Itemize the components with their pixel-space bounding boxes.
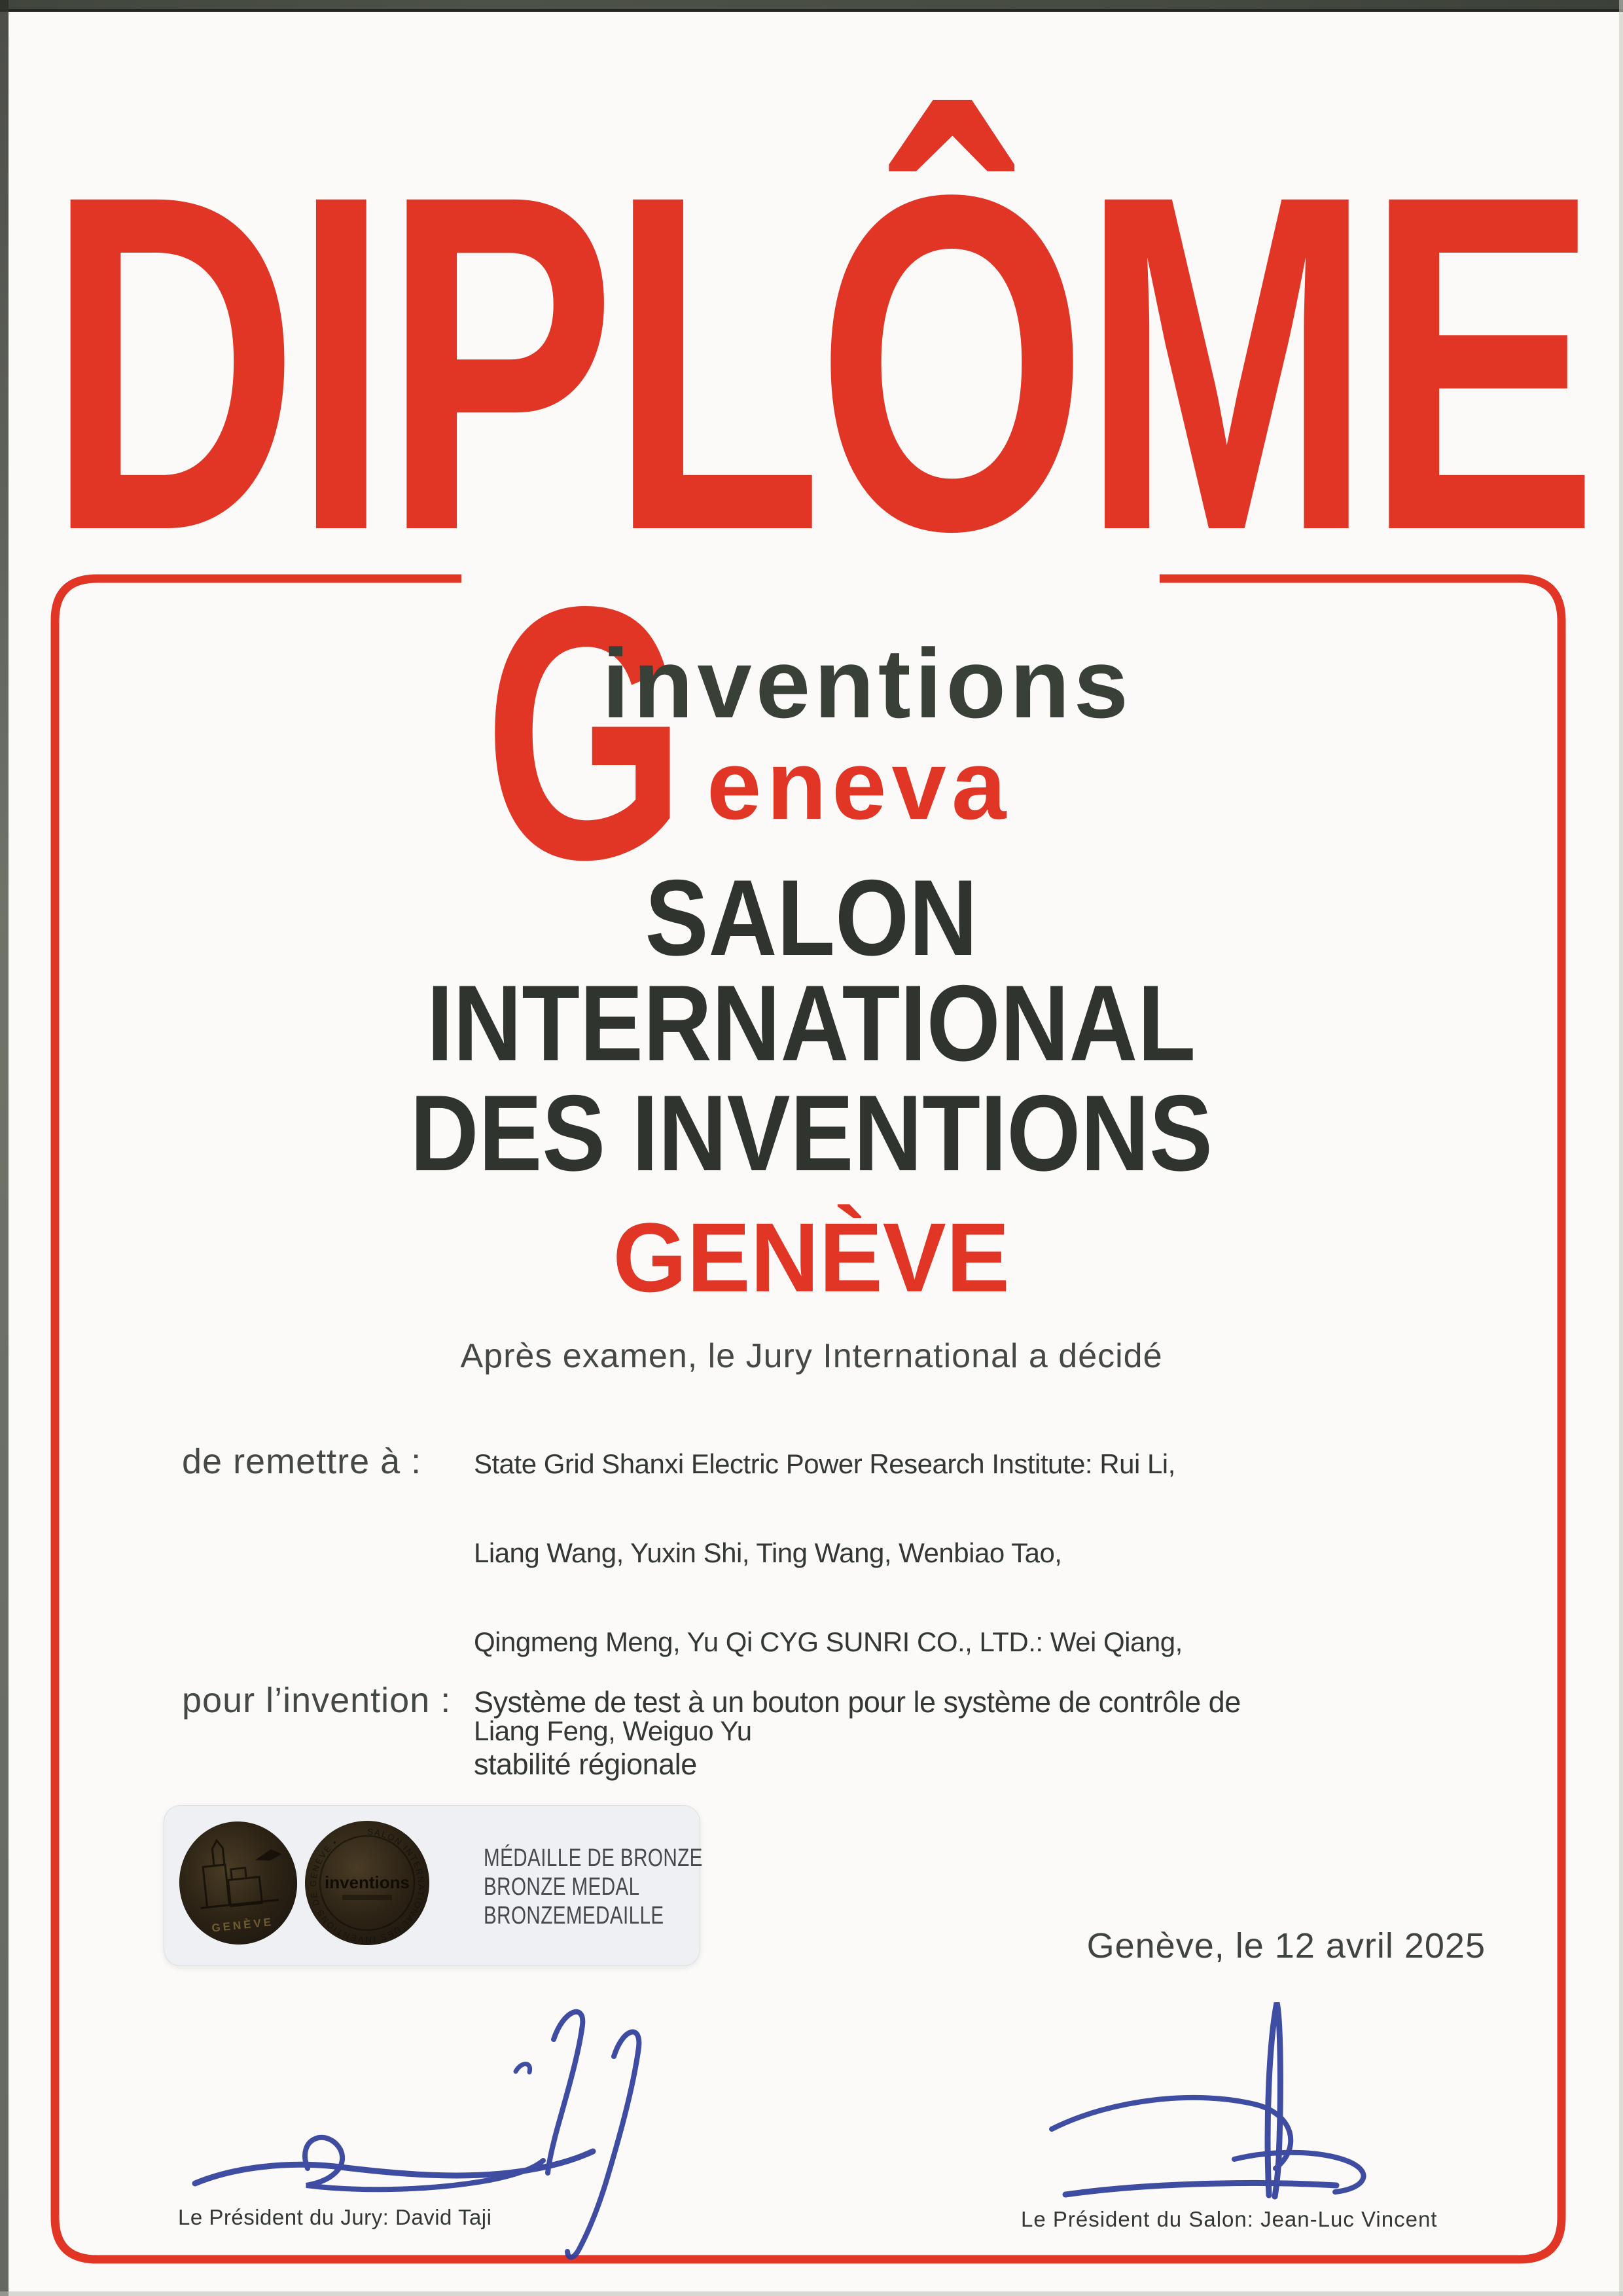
heading-city: GENÈVE: [613, 1202, 1010, 1312]
salon-president-label: Le Président du Salon: Jean-Luc Vincent: [1021, 2207, 1438, 2231]
heading-salon: SALON: [645, 857, 978, 978]
jury-president-label: Le Président du Jury: David Taji: [178, 2205, 492, 2229]
recipient-line: Liang Wang, Yuxin Shi, Ting Wang, Wenbiao Tao,: [474, 1537, 1062, 1568]
certificate-title: DIPLÔME: [47, 96, 1592, 630]
heading-international: INTERNATIONAL: [427, 963, 1196, 1083]
invention-label: pour l’invention :: [182, 1681, 452, 1720]
jury-statement: Après examen, le Jury International a décidé: [460, 1337, 1163, 1375]
invention-line: Système de test à un bouton pour le système de contrôle de: [474, 1685, 1241, 1719]
invention-line: stabilité régionale: [474, 1748, 697, 1781]
medal-left-caption: GENÈVE: [211, 1915, 274, 1935]
heading-des-inventions: DES INVENTIONS: [410, 1073, 1213, 1193]
recipient-line: State Grid Shanxi Electric Power Research Institute: Rui Li,: [474, 1448, 1175, 1479]
recipient-line: Liang Feng, Weiguo Yu: [474, 1715, 752, 1746]
logo-inventions-word: inventions: [602, 628, 1133, 738]
date-line: Genève, le 12 avril 2025: [1086, 1926, 1486, 1965]
medal-grade-line: MÉDAILLE DE BRONZE: [484, 1844, 703, 1872]
logo-eneva-word: eneva: [707, 730, 1012, 840]
medal-grade-line: BRONZEMEDAILLE: [484, 1902, 664, 1929]
medal-right-center-text: inventions: [324, 1873, 410, 1892]
salon-signature: [1052, 2003, 1364, 2197]
recipient-label: de remettre à :: [182, 1442, 422, 1481]
logo-g-letter: G: [484, 531, 687, 934]
medal-grade-line: BRONZE MEDAL: [484, 1873, 640, 1901]
medal-ring-text: SALON INTERNATIONAL DES INVENTIONS DE GENÈVE •: [308, 1826, 427, 1945]
recipient-line: Qingmeng Meng, Yu Qi CYG SUNRI CO., LTD.: Wei Qiang,: [474, 1626, 1183, 1657]
